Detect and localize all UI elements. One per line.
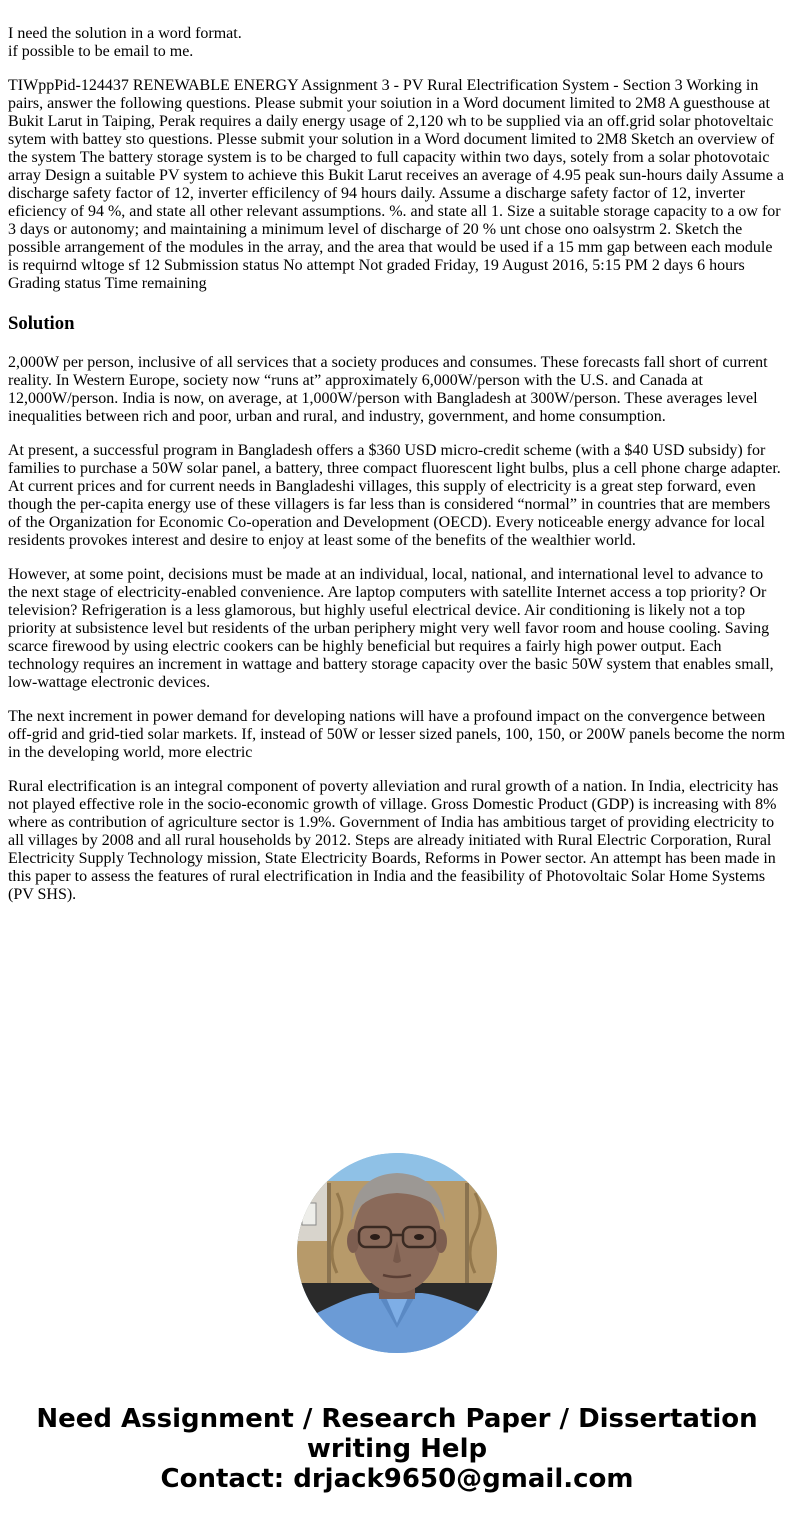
solution-paragraph-1: 2,000W per person, inclusive of all services that a society produces and consumes. These forecasts fall short of current reality. In Western Europe, society now “runs at” approximately 6,000W/person with the U.S. and Canada at 12,000W/person. India is now, on average, at 1,000W/person with Bangladesh at 300W/person. These averages level inequalities between rich and poor, urban and rural, and industry, government, and home consumption. (8, 354, 768, 425)
solution-heading: Solution (8, 313, 75, 334)
solution-paragraph-3: However, at some point, decisions must be made at an individual, local, national, and international level to advance to the next stage of electricity-enabled convenience. Are laptop computers with satellite Internet access a top priority? Or television? Refrigeration is a less glamorous, but highly useful electrical device. Air conditioning is likely not a top priority at subsistence level but residents of the urban periphery might very well favor room and house cooling. Saving scarce firewood by using electric cookers can be highly beneficial but requires a fairly high power output. Each technology requires an increment in wattage and battery storage capacity over the basic 50W system that enables small, low-wattage electronic devices. (8, 566, 774, 691)
question-section (8, 25, 786, 293)
solution-paragraph-2: At present, a successful program in Bangladesh offers a $360 USD micro-credit scheme (with a $40 USD subsidy) for families to purchase a 50W solar panel, a battery, three compact fluorescent light bulbs, plus a cell phone charge adapter. At current prices and for current needs in Bangladeshi villages, this supply of electricity is a great step forward, even though the per-capita energy use of these villagers is far less than is considered “normal” in countries that are members of the Organization for Economic Co-operation and Development (OECD). Every noticeable energy advance for local residents provokes interest and desire to enjoy at least some of the benefits of the wealthier world. (8, 442, 781, 549)
footer-line-2: writing Help (306, 1434, 488, 1464)
author-portrait (297, 1153, 497, 1353)
footer-line-1: Need Assignment / Research Paper / Dissertation (36, 1404, 758, 1434)
footer-contact-email: Contact: drjack9650@gmail.com (160, 1464, 634, 1494)
contact-footer (0, 1404, 794, 1494)
request-note (8, 25, 786, 61)
request-line-1: I need the solution in a word format. (8, 25, 242, 42)
portrait-illustration-icon (297, 1153, 497, 1353)
person-portrait-icon (297, 1153, 497, 1353)
request-line-2: if possible to be email to me. (8, 43, 194, 60)
solution-section (8, 313, 786, 904)
solution-paragraph-4: The next increment in power demand for developing nations will have a profound impact on the convergence between off-grid and grid-tied solar markets. If, instead of 50W or lesser sized panels, 100, 150, or 200W panels become the norm in the developing world, more electric (8, 708, 786, 761)
question-text: TIWppPid-124437 RENEWABLE ENERGY Assignment 3 - PV Rural Electrification System - Section 3 Working in pairs, answer the following questions. Please submit your soiution in a Word document limited to 2M8 A guesthouse at Bukit Larut in Taiping, Perak requires a daily energy usage of 2,120 wh to be supplied via an off.grid solar photoveltaic sytem with battey sto questions. Plesse submit your solution in a Word document limited to 2M8 Sketch an overview of the system The battery storage system is to be charged to full capacity within two days, sotely from a solar photovotaic array Design a suitable PV system to achieve this Bukit Larut receives an average of 4.95 peak sun-hours daily Assume a discharge safety factor of 12, inverter efficilency of 94 hours daily. Assume a discharge safety factor of 12, inverter eficiency of 94 %, and state all other relevant assumptions. %. and state all 1. Size a suitable storage capacity to a ow for 3 days or autonomy; and maintaining a minimum level of discharge of 20 % unt chose ono oalsystrm 2. Sketch the possible arrangement of the modules in the array, and the area that would be used if a 15 mm gap between each module is requirnd wltoge sf 12 Submission status No attempt Not graded Friday, 19 August 2016, 5:15 PM 2 days 6 hours Grading status Time remaining (8, 77, 784, 292)
solution-paragraph-5: Rural electrification is an integral component of poverty alleviation and rural growth of a nation. In India, electricity has not played effective role in the socio-economic growth of village. Gross Domestic Product (GDP) is increasing with 8% where as contribution of agriculture sector is 1.9%. Government of India has ambitious target of providing electricity to all villages by 2008 and all rural households by 2012. Steps are already initiated with Rural Electric Corporation, Rural Electricity Supply Technology mission, State Electricity Boards, Reforms in Power sector. An attempt has been made in this paper to assess the features of rural electrification in India and the feasibility of Photovoltaic Solar Home Systems (PV SHS). (8, 778, 779, 903)
